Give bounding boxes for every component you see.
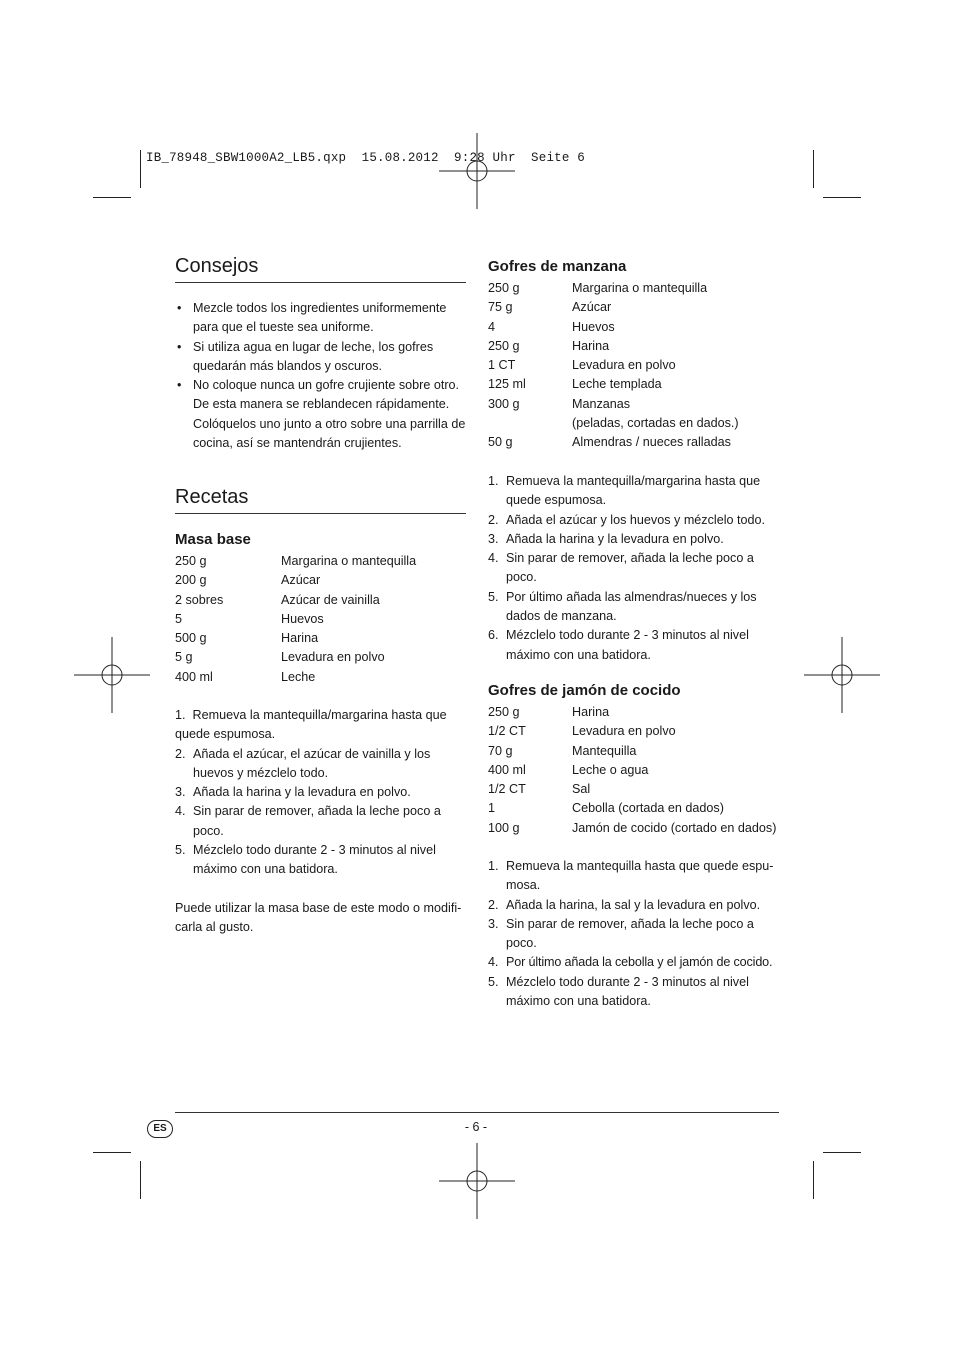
ingredient-row bbox=[175, 610, 468, 629]
list-item: 5. Por último añada las almendras/nueces y los dados de manzana. bbox=[488, 589, 757, 624]
registration-mark-right bbox=[804, 637, 880, 713]
quantity bbox=[488, 414, 572, 433]
ingredient-name: Margarina o mantequilla bbox=[572, 281, 708, 295]
step-text: Añada el azúcar y los huevos y mézclelo todo. bbox=[506, 512, 766, 527]
heading-rule bbox=[175, 282, 466, 283]
step-text: Por último añada las almendras/nueces y los dados de manzana. bbox=[506, 589, 757, 624]
list-item: 3. Añada la harina y la levadura en polvo. bbox=[175, 785, 411, 800]
consejos-list bbox=[175, 299, 468, 453]
quantity: 125 ml bbox=[488, 377, 526, 392]
registration-mark-top bbox=[439, 133, 515, 209]
step-text: Remueva la mantequilla hasta que quede espumosa. bbox=[506, 859, 774, 893]
gofres-manzana-heading: Gofres de manzana bbox=[488, 258, 627, 275]
step-text: Sin parar de remover, añada la leche poco a poco. bbox=[506, 916, 754, 951]
ingredient-row bbox=[488, 742, 783, 761]
ingredient-row bbox=[488, 761, 783, 780]
ingredient-row bbox=[488, 375, 783, 394]
page-number: - 6 - bbox=[464, 1120, 488, 1134]
quantity: 50 g bbox=[488, 435, 513, 450]
quantity: 1/2 CT bbox=[488, 724, 526, 739]
list-item: 1. Remueva la mantequilla/margarina hasta que quede espumosa. bbox=[175, 708, 447, 742]
quantity: 70 g bbox=[488, 743, 513, 758]
quantity: 2 sobres bbox=[175, 592, 224, 607]
step-text: Por último añada la cebolla y el jamón de cocido. bbox=[506, 955, 773, 970]
ingredient-name: Huevos bbox=[572, 319, 615, 334]
ingredient-name: Huevos bbox=[281, 611, 324, 626]
ingredient-row bbox=[175, 571, 468, 590]
step-text: Sin parar de remover, añada la leche poco a poco. bbox=[506, 551, 754, 585]
list-item: 5. Mézclelo todo durante 2 - 3 minutos al nivel máximo con una batidora. bbox=[488, 974, 749, 1009]
ingredient-row bbox=[488, 722, 783, 741]
list-item: 3. Añada la harina y la levadura en polvo. bbox=[488, 531, 724, 546]
step-text: Sin parar de remover, añada la leche poco a poco. bbox=[193, 804, 441, 838]
ingredient-name: Harina bbox=[572, 338, 610, 353]
step-text: Mézclelo todo durante 2 - 3 minutos al nivel máximo con una batidora. bbox=[506, 628, 749, 662]
quantity: 400 ml bbox=[488, 762, 526, 777]
ingredient-row bbox=[488, 433, 783, 452]
ingredient-row bbox=[175, 668, 468, 687]
ingredient-row bbox=[488, 780, 783, 799]
quantity: 4 bbox=[488, 319, 496, 334]
quantity: 250 g bbox=[488, 281, 520, 295]
ingredient-row bbox=[488, 318, 783, 337]
step-text: Añada la harina y la levadura en polvo. bbox=[506, 531, 724, 546]
ingredient-row bbox=[488, 356, 783, 375]
registration-mark-bottom bbox=[439, 1143, 515, 1219]
quantity: 250 g bbox=[488, 705, 520, 719]
step-text: Añada la harina y la levadura en polvo. bbox=[193, 785, 411, 800]
quantity: 5 g bbox=[175, 650, 193, 665]
ingredient-name: Levadura en polvo bbox=[572, 724, 676, 739]
ingredient-row bbox=[488, 414, 783, 433]
footer-rule bbox=[175, 1112, 779, 1113]
ingredient-row bbox=[175, 591, 468, 610]
ingredient-name: Azúcar de vainilla bbox=[281, 592, 380, 607]
ingredient-name: Jamón de cocido (cortado en dados) bbox=[572, 820, 777, 835]
gofres-jamon-ingredients bbox=[488, 703, 783, 838]
ingredient-name: Azúcar bbox=[281, 573, 321, 588]
file-slug: IB_78948_SBW1000A2_LB5.qxp 15.08.2012 9:28 Uhr Seite 6 bbox=[146, 151, 585, 165]
masa-base-heading: Masa base bbox=[175, 531, 251, 548]
ingredient-row bbox=[175, 552, 468, 571]
ingredient-name: Manzanas bbox=[572, 396, 631, 411]
consejos-heading: Consejos bbox=[175, 255, 259, 277]
quantity: 200 g bbox=[175, 573, 207, 588]
ingredient-name: Almendras / nueces ralladas bbox=[572, 435, 731, 450]
masa-base-steps bbox=[175, 706, 468, 880]
ingredient-name: Leche o agua bbox=[572, 762, 649, 777]
masa-base-note: Puede utilizar la masa base de este modo o modificarla al gusto. bbox=[175, 901, 462, 935]
masa-base-ingredients bbox=[175, 552, 468, 687]
quantity: 250 g bbox=[488, 338, 520, 353]
ingredient-row bbox=[488, 819, 783, 838]
quantity: 1 CT bbox=[488, 358, 516, 373]
gofres-manzana-ingredients bbox=[488, 279, 783, 453]
quantity: 1/2 CT bbox=[488, 782, 526, 797]
step-text: Mézclelo todo durante 2 - 3 minutos al nivel máximo con una batidora. bbox=[193, 843, 436, 877]
quantity: 5 bbox=[175, 611, 183, 626]
ingredient-row bbox=[175, 629, 468, 648]
gofres-jamon-steps bbox=[488, 857, 783, 1011]
quantity: 250 g bbox=[175, 554, 207, 568]
list-item: • Si utiliza agua en lugar de leche, los gofres quedarán más blandos y oscuros. bbox=[175, 338, 468, 377]
ingredient-name: (peladas, cortadas en dados.) bbox=[572, 416, 739, 431]
list-item: 4. Por último añada la cebolla y el jamón de cocido. bbox=[488, 955, 773, 970]
ingredient-name: Harina bbox=[572, 705, 610, 719]
ingredient-name: Margarina o mantequilla bbox=[281, 554, 417, 568]
ingredient-name: Levadura en polvo bbox=[572, 358, 676, 373]
ingredient-row bbox=[488, 337, 783, 356]
step-text: Remueva la mantequilla/margarina hasta que quede espumosa. bbox=[506, 474, 761, 508]
quantity: 400 ml bbox=[175, 669, 213, 684]
gofres-manzana-steps bbox=[488, 472, 783, 665]
list-item: 4. Sin parar de remover, añada la leche poco a poco. bbox=[488, 551, 754, 585]
step-text: Añada la harina, la sal y la levadura en polvo. bbox=[506, 897, 761, 912]
list-item: 2. Añada la harina, la sal y la levadura en polvo. bbox=[488, 897, 761, 912]
list-item: 2. Añada el azúcar y los huevos y mézclelo todo. bbox=[488, 512, 766, 527]
quantity: 300 g bbox=[488, 396, 520, 411]
step-text: Añada el azúcar, el azúcar de vainilla y los huevos y mézclelo todo. bbox=[193, 746, 431, 780]
ingredient-name: Sal bbox=[572, 782, 591, 797]
list-item: 6. Mézclelo todo durante 2 - 3 minutos al nivel máximo con una batidora. bbox=[488, 628, 749, 662]
ingredient-name: Leche bbox=[281, 669, 316, 684]
ingredient-name: Azúcar bbox=[572, 300, 612, 315]
language-badge: ES bbox=[147, 1120, 173, 1138]
registration-mark-left bbox=[74, 637, 150, 713]
list-item: • No coloque nunca un gofre crujiente sobre otro. De esta manera se reblandecen rápidamente. Colóquelos uno junto a otro sobre una parrilla de cocina, así se mantendrán crujientes. bbox=[175, 376, 468, 453]
ingredient-name: Leche templada bbox=[572, 377, 662, 392]
ingredient-name: Cebolla (cortada en dados) bbox=[572, 801, 724, 816]
list-item: 5. Mézclelo todo durante 2 - 3 minutos al nivel máximo con una batidora. bbox=[175, 843, 436, 877]
list-item: 2. Añada el azúcar, el azúcar de vainilla y los huevos y mézclelo todo. bbox=[175, 746, 431, 780]
list-item: • Mezcle todos los ingredientes uniformemente para que el tueste sea uniforme. bbox=[175, 299, 468, 338]
quantity: 500 g bbox=[175, 631, 207, 646]
ingredient-row bbox=[488, 279, 783, 298]
list-item: 3. Sin parar de remover, añada la leche poco a poco. bbox=[488, 916, 754, 951]
ingredient-row bbox=[488, 395, 783, 414]
gofres-jamon-heading: Gofres de jamón de cocido bbox=[488, 682, 681, 699]
quantity: 75 g bbox=[488, 300, 513, 315]
ingredient-row bbox=[488, 703, 783, 722]
heading-rule bbox=[175, 513, 466, 514]
step-text: Mézclelo todo durante 2 - 3 minutos al nivel máximo con una batidora. bbox=[506, 974, 749, 1009]
ingredient-name: Harina bbox=[281, 631, 319, 646]
quantity: 1 bbox=[488, 801, 496, 816]
list-item: 4. Sin parar de remover, añada la leche poco a poco. bbox=[175, 804, 441, 838]
list-item: 1. Remueva la mantequilla/margarina hasta que quede espumosa. bbox=[488, 474, 761, 508]
step-text: Remueva la mantequilla/margarina hasta que quede espumosa. bbox=[175, 708, 447, 742]
ingredient-row bbox=[175, 648, 468, 667]
quantity: 100 g bbox=[488, 820, 520, 835]
list-item: 1. Remueva la mantequilla hasta que quede espumosa. bbox=[488, 859, 774, 893]
recetas-heading: Recetas bbox=[175, 486, 249, 508]
ingredient-name: Levadura en polvo bbox=[281, 650, 385, 665]
ingredient-row bbox=[488, 298, 783, 317]
ingredient-row bbox=[488, 799, 783, 818]
ingredient-name: Mantequilla bbox=[572, 743, 637, 758]
